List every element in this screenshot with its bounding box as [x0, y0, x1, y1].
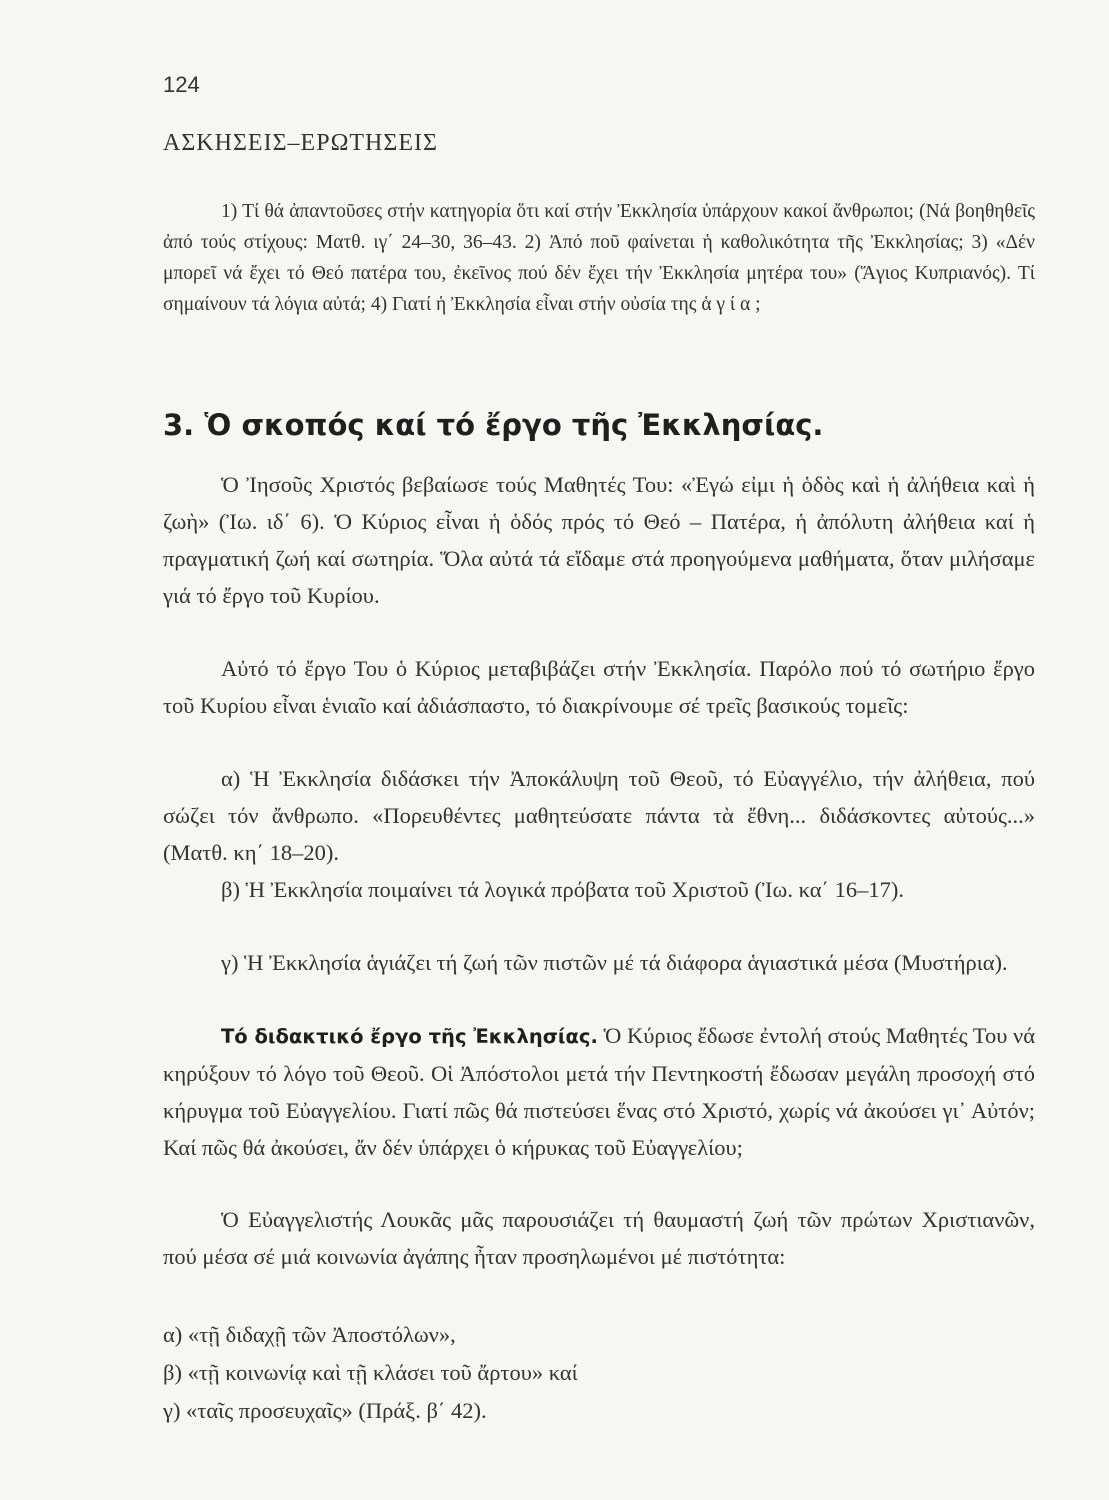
- page-number: 124: [163, 72, 200, 97]
- list-item: β) «τῇ κοινωνίᾳ καὶ τῇ κλάσει τοῦ ἄρτου» καί: [163, 1360, 578, 1385]
- paragraph-first-christians: Ὁ Εὐαγγελιστής Λουκᾶς μᾶς παρουσιάζει τή θαυμαστή ζωή τῶν πρώτων Χριστιανῶν, πού μέσα σέ μιά κοινωνία ἀγάπης ἦταν προσηλωμένοι μέ πιστότητα:: [163, 1207, 1035, 1269]
- list-item: γ) «ταῖς προσευχαῖς» (Πράξ. β΄ 42).: [163, 1398, 487, 1423]
- paragraph-teaching-work: [163, 1017, 1035, 1166]
- exercises-heading: ΑΣΚΗΣΕΙΣ–ΕΡΩΤΗΣΕΙΣ: [163, 130, 438, 156]
- paragraph-sanctifying: γ) Ἡ Ἐκκλησία ἁγιάζει τή ζωή τῶν πιστῶν μέ τά διάφορα ἁγιαστικά μέσα (Μυστήρια).: [221, 950, 1008, 975]
- section-title: 3. Ὁ σκοπός καί τό ἔργο τῆς Ἐκκλησίας.: [163, 408, 824, 442]
- list-item: α) «τῇ διδαχῇ τῶν Ἀποστόλων»,: [163, 1322, 456, 1347]
- paragraph-shepherding: β) Ἡ Ἐκκλησία ποιμαίνει τά λογικά πρόβατα τοῦ Χριστοῦ (Ἰω. κα΄ 16–17).: [221, 877, 904, 902]
- paragraph-teaching-work-text: Ὁ Κύριος ἔδωσε ἐντολή στούς Μαθητές Του νά κηρύξουν τό λόγο τοῦ Θεοῦ. Οἱ Ἀπόστολοι μετά τήν Πεντηκοστή ἔδωσαν μεγάλη προσοχή στό κήρυγμα τοῦ Εὐαγγελίου. Γιατί πῶς θά πιστεύσει ἕνας στό Χριστό, χωρίς νά ἀκούσει γι᾽ Αὐτόν; Καί πῶς θά ἀκούσει, ἄν δέν ὑπάρχει ὁ κήρυκας τοῦ Εὐαγγελίου;: [163, 1023, 1035, 1160]
- paragraph-intro: Ὁ Ἰησοῦς Χριστός βεβαίωσε τούς Μαθητές Του: «Ἐγώ εἰμι ἡ ὁδὸς καὶ ἡ ἀλήθεια καὶ ἡ ζωὴ» (Ἰω. ιδ΄ 6). Ὁ Κύριος εἶναι ἡ ὁδός πρός τό Θεό – Πατέρα, ἡ ἀπόλυτη ἀλήθεια καί ἡ πραγματική ζωή καί σωτηρία. Ὅλα αὐτά τά εἴδαμε στά προηγούμενα μαθήματα, ὅταν μιλήσαμε γιά τό ἔργο τοῦ Κυρίου.: [163, 472, 1035, 608]
- paragraph-teaching: α) Ἡ Ἐκκλησία διδάσκει τήν Ἀποκάλυψη τοῦ Θεοῦ, τό Εὐαγγέλιο, τήν ἀλήθεια, πού σώζει τόν ἄνθρωπο. «Πορευθέντες μαθητεύσατε πάντα τὰ ἔθνη... διδάσκοντες αὐτούς...» (Ματθ. κη΄ 18–20).: [163, 766, 1035, 865]
- paragraph-work: Αὐτό τό ἔργο Του ὁ Κύριος μεταβιβάζει στήν Ἐκκλησία. Παρόλο πού τό σωτήριο ἔργο τοῦ Κυρίου εἶναι ἑνιαῖο καί ἀδιάσπαστο, τό διακρίνουμε σέ τρεῖς βασικούς τομεῖς:: [163, 656, 1035, 718]
- exercises-text: 1) Τί θά ἀπαντοῦσες στήν κατηγορία ὅτι καί στήν Ἐκκλησία ὑπάρχουν κακοί ἄνθρωποι; (Νά βοηθηθεῖς ἀπό τούς στίχους: Ματθ. ιγ΄ 24–30, 36–43. 2) Ἀπό ποῦ φαίνεται ἡ καθολικότητα τῆς Ἐκκλησίας; 3) «Δέν μπορεῖ νά ἔχει τό Θεό πατέρα του, ἐκεῖνος πού δέν ἔχει τήν Ἐκκλησία μητέρα του» (Ἅγιος Κυπριανός). Τί σημαίνουν τά λόγια αὐτά; 4) Γιατί ἡ Ἐκκλησία εἶναι στήν οὐσία της ἁ γ ί α ;: [163, 201, 1035, 315]
- subsection-heading: Τό διδακτικό ἔργο τῆς Ἐκκλησίας.: [221, 1025, 598, 1048]
